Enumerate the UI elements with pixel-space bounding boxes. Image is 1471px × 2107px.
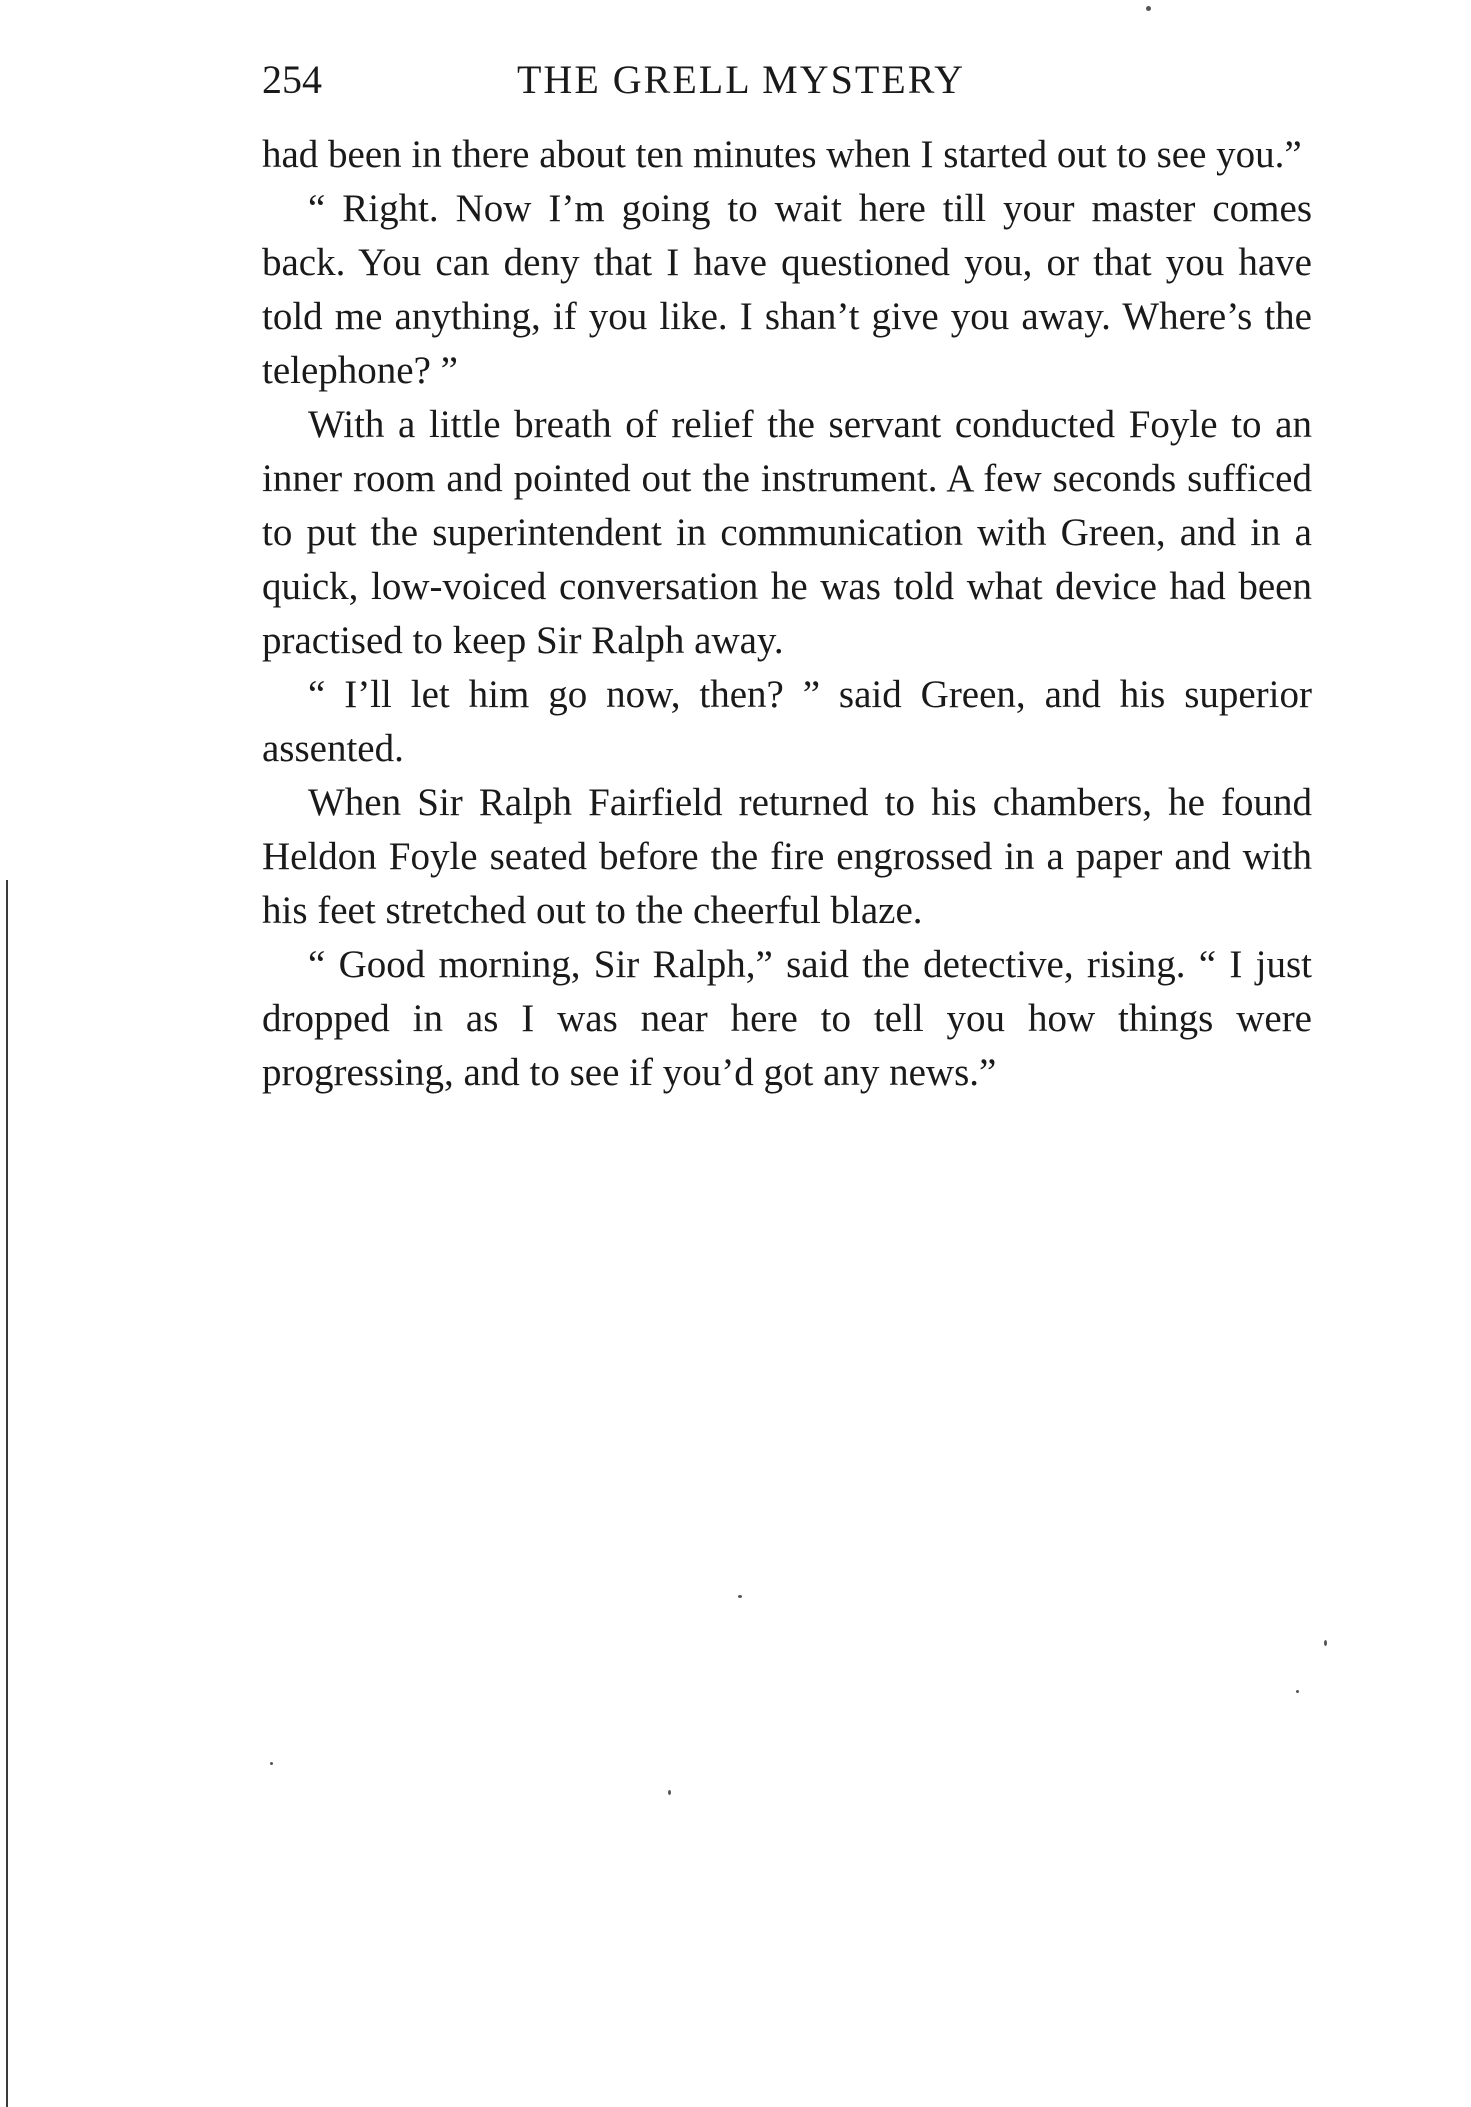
paragraph-continuation: had been in there about ten minutes when I started out to see you.” — [262, 133, 1302, 176]
scan-speck — [668, 1790, 671, 1795]
paragraph-good-morning: “ Good morning, Sir Ralph,” said the detective, rising. “ I just dropped in as I was near here to tell you how things were progressing, and to see if you’d got any news.” — [262, 943, 1312, 1094]
scan-speck — [1146, 6, 1151, 11]
scan-speck — [738, 1595, 742, 1598]
running-title: THE GRELL MYSTERY — [517, 57, 966, 102]
paragraph-dialogue-right: “ Right. Now I’m going to wait here till your master comes back. You can deny that I have questioned you, or that you have told me anything, if you like. I shan’t give you away. Where’s the telephone? ” — [262, 187, 1312, 392]
scan-speck — [270, 1762, 273, 1765]
paragraph-sir-ralph-returns: When Sir Ralph Fairfield returned to his chambers, he found Heldon Foyle seated before the fire engrossed in a paper and with his feet stretched out to the cheerful blaze. — [262, 781, 1312, 932]
scan-speck — [1324, 1640, 1327, 1646]
page-number: 254 — [262, 57, 322, 102]
paragraph-green-let-go: “ I’ll let him go now, then? ” said Green, and his superior assented. — [262, 673, 1312, 770]
page-body — [262, 128, 1312, 1100]
paragraph-servant-telephone: With a little breath of relief the servant conducted Foyle to an inner room and pointed out the instrument. A few seconds sufficed to put the superintendent in communication with Green, and in a quick, low-voiced conversation he was told what device had been practised to keep Sir Ralph away. — [262, 403, 1312, 662]
scan-edge-line — [6, 880, 8, 2107]
page-header — [262, 52, 1312, 108]
scan-speck — [1296, 1690, 1299, 1693]
